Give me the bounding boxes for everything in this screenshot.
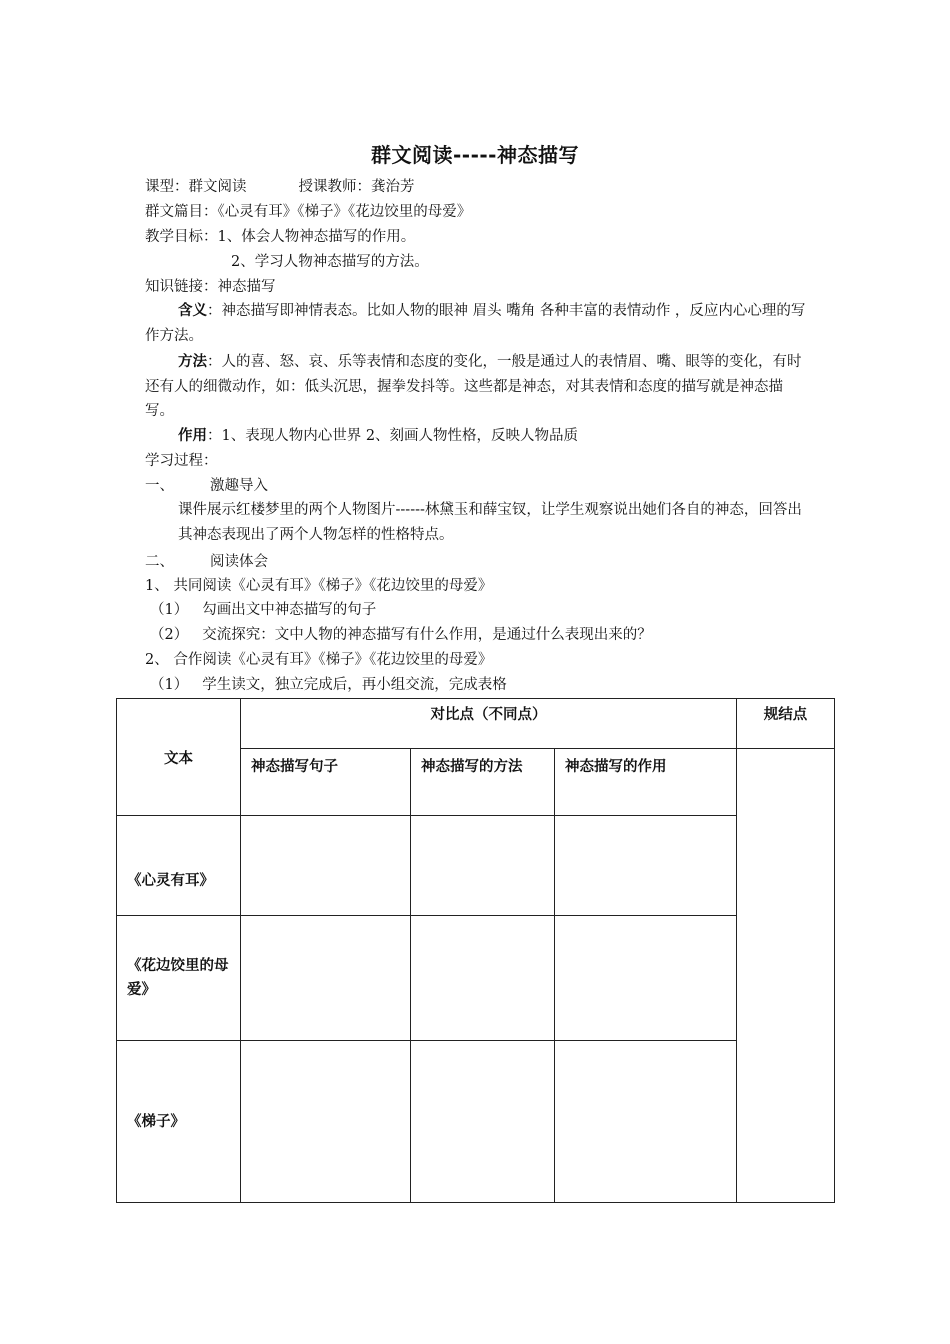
- method-label: 方法: [178, 354, 207, 370]
- table-cell: [241, 1041, 411, 1203]
- item-1-a-text: 勾画出文中神态描写的句子: [202, 602, 377, 618]
- section-2-title: 阅读体会: [210, 554, 268, 570]
- effect-paragraph: [178, 425, 578, 447]
- row-label: 《花边饺里的母爱》: [117, 916, 241, 1041]
- goal-2: 2、学习人物神态描写的方法。: [231, 254, 429, 270]
- section-1-number: 一、: [145, 478, 174, 494]
- section-2-heading: [145, 551, 268, 573]
- subheader-effect: 神态描写的作用: [555, 749, 737, 816]
- section-2-number: 二、: [145, 554, 174, 570]
- subheader-sentence: 神态描写句子: [241, 749, 411, 816]
- table-cell: [241, 816, 411, 916]
- item-1-a: [150, 599, 376, 621]
- table-cell: [555, 916, 737, 1041]
- method-text: ：人的喜、怒、哀、乐等表情和态度的变化，一般是通过人的表情眉、嘴、眼等的变化，有时还有人的细微动作，如：低头沉思，握拳发抖等。这些都是神态，对其表情和态度的描写就是神态描写。: [145, 354, 802, 419]
- header-compare: 对比点（不同点）: [241, 699, 737, 749]
- table-cell: [411, 816, 555, 916]
- section-1-text: 课件展示红楼梦里的两个人物图片------林黛玉和薛宝钗，让学生观察说出她们各自的神态，回答出其神态表现出了两个人物怎样的性格特点。: [178, 502, 802, 543]
- effect-text: ：1、表现人物内心世界 2、刻画人物性格，反映人物品质: [207, 428, 579, 444]
- knowledge-link: 知识链接：神态描写: [145, 279, 276, 295]
- method-paragraph: [145, 350, 807, 424]
- reading-texts: 群文篇目：《心灵有耳》《梯子》《花边饺里的母爱》: [145, 204, 472, 220]
- course-type: 课型：群文阅读: [145, 179, 247, 195]
- item-1-b-text: 交流探究：文中人物的神态描写有什么作用，是通过什么表现出来的？: [202, 627, 652, 643]
- process-heading: 学习过程：: [145, 453, 218, 469]
- table-cell: [241, 916, 411, 1041]
- table-cell: [411, 916, 555, 1041]
- definition-paragraph: [145, 299, 807, 348]
- table-cell: [411, 1041, 555, 1203]
- page-title: 群文阅读-----神态描写: [370, 143, 579, 167]
- definition-text: ：神态描写即神情表态。比如人物的眼神 眉头 嘴角 各种丰富的表情动作 ，反应内心心理的写作方法。: [145, 303, 806, 344]
- item-1-b: [150, 624, 652, 646]
- item-2-a: [150, 674, 507, 696]
- goal-1: 1、体会人物神态描写的作用。: [217, 229, 416, 245]
- row-label: 《梯子》: [117, 1041, 241, 1203]
- teacher: 授课教师：龚治芳: [298, 179, 415, 195]
- section-1-title: 激趣导入: [210, 478, 268, 494]
- header-text: 文本: [117, 699, 241, 816]
- item-1-b-number: （2）: [150, 627, 189, 643]
- definition-label: 含义: [178, 303, 207, 319]
- effect-label: 作用: [178, 428, 207, 444]
- item-1-a-number: （1）: [150, 602, 189, 618]
- summary-cell: [737, 749, 835, 1203]
- row-label: 《心灵有耳》: [117, 816, 241, 916]
- header-summary: 规结点: [737, 699, 835, 749]
- table-cell: [555, 1041, 737, 1203]
- goal-label: 教学目标：: [145, 229, 218, 245]
- goal-line-1: [145, 226, 415, 248]
- subheader-method: 神态描写的方法: [411, 749, 555, 816]
- comparison-table: [116, 698, 835, 1203]
- item-2-a-text: 学生读文，独立完成后，再小组交流，完成表格: [202, 677, 507, 693]
- item-1: 1、 共同阅读《心灵有耳》《梯子》《花边饺里的母爱》: [145, 578, 493, 594]
- section-1-heading: [145, 475, 268, 497]
- item-2-a-number: （1）: [150, 677, 189, 693]
- table-cell: [555, 816, 737, 916]
- course-info-line: [145, 176, 415, 198]
- item-2: 2、 合作阅读《心灵有耳》《梯子》《花边饺里的母爱》: [145, 652, 493, 668]
